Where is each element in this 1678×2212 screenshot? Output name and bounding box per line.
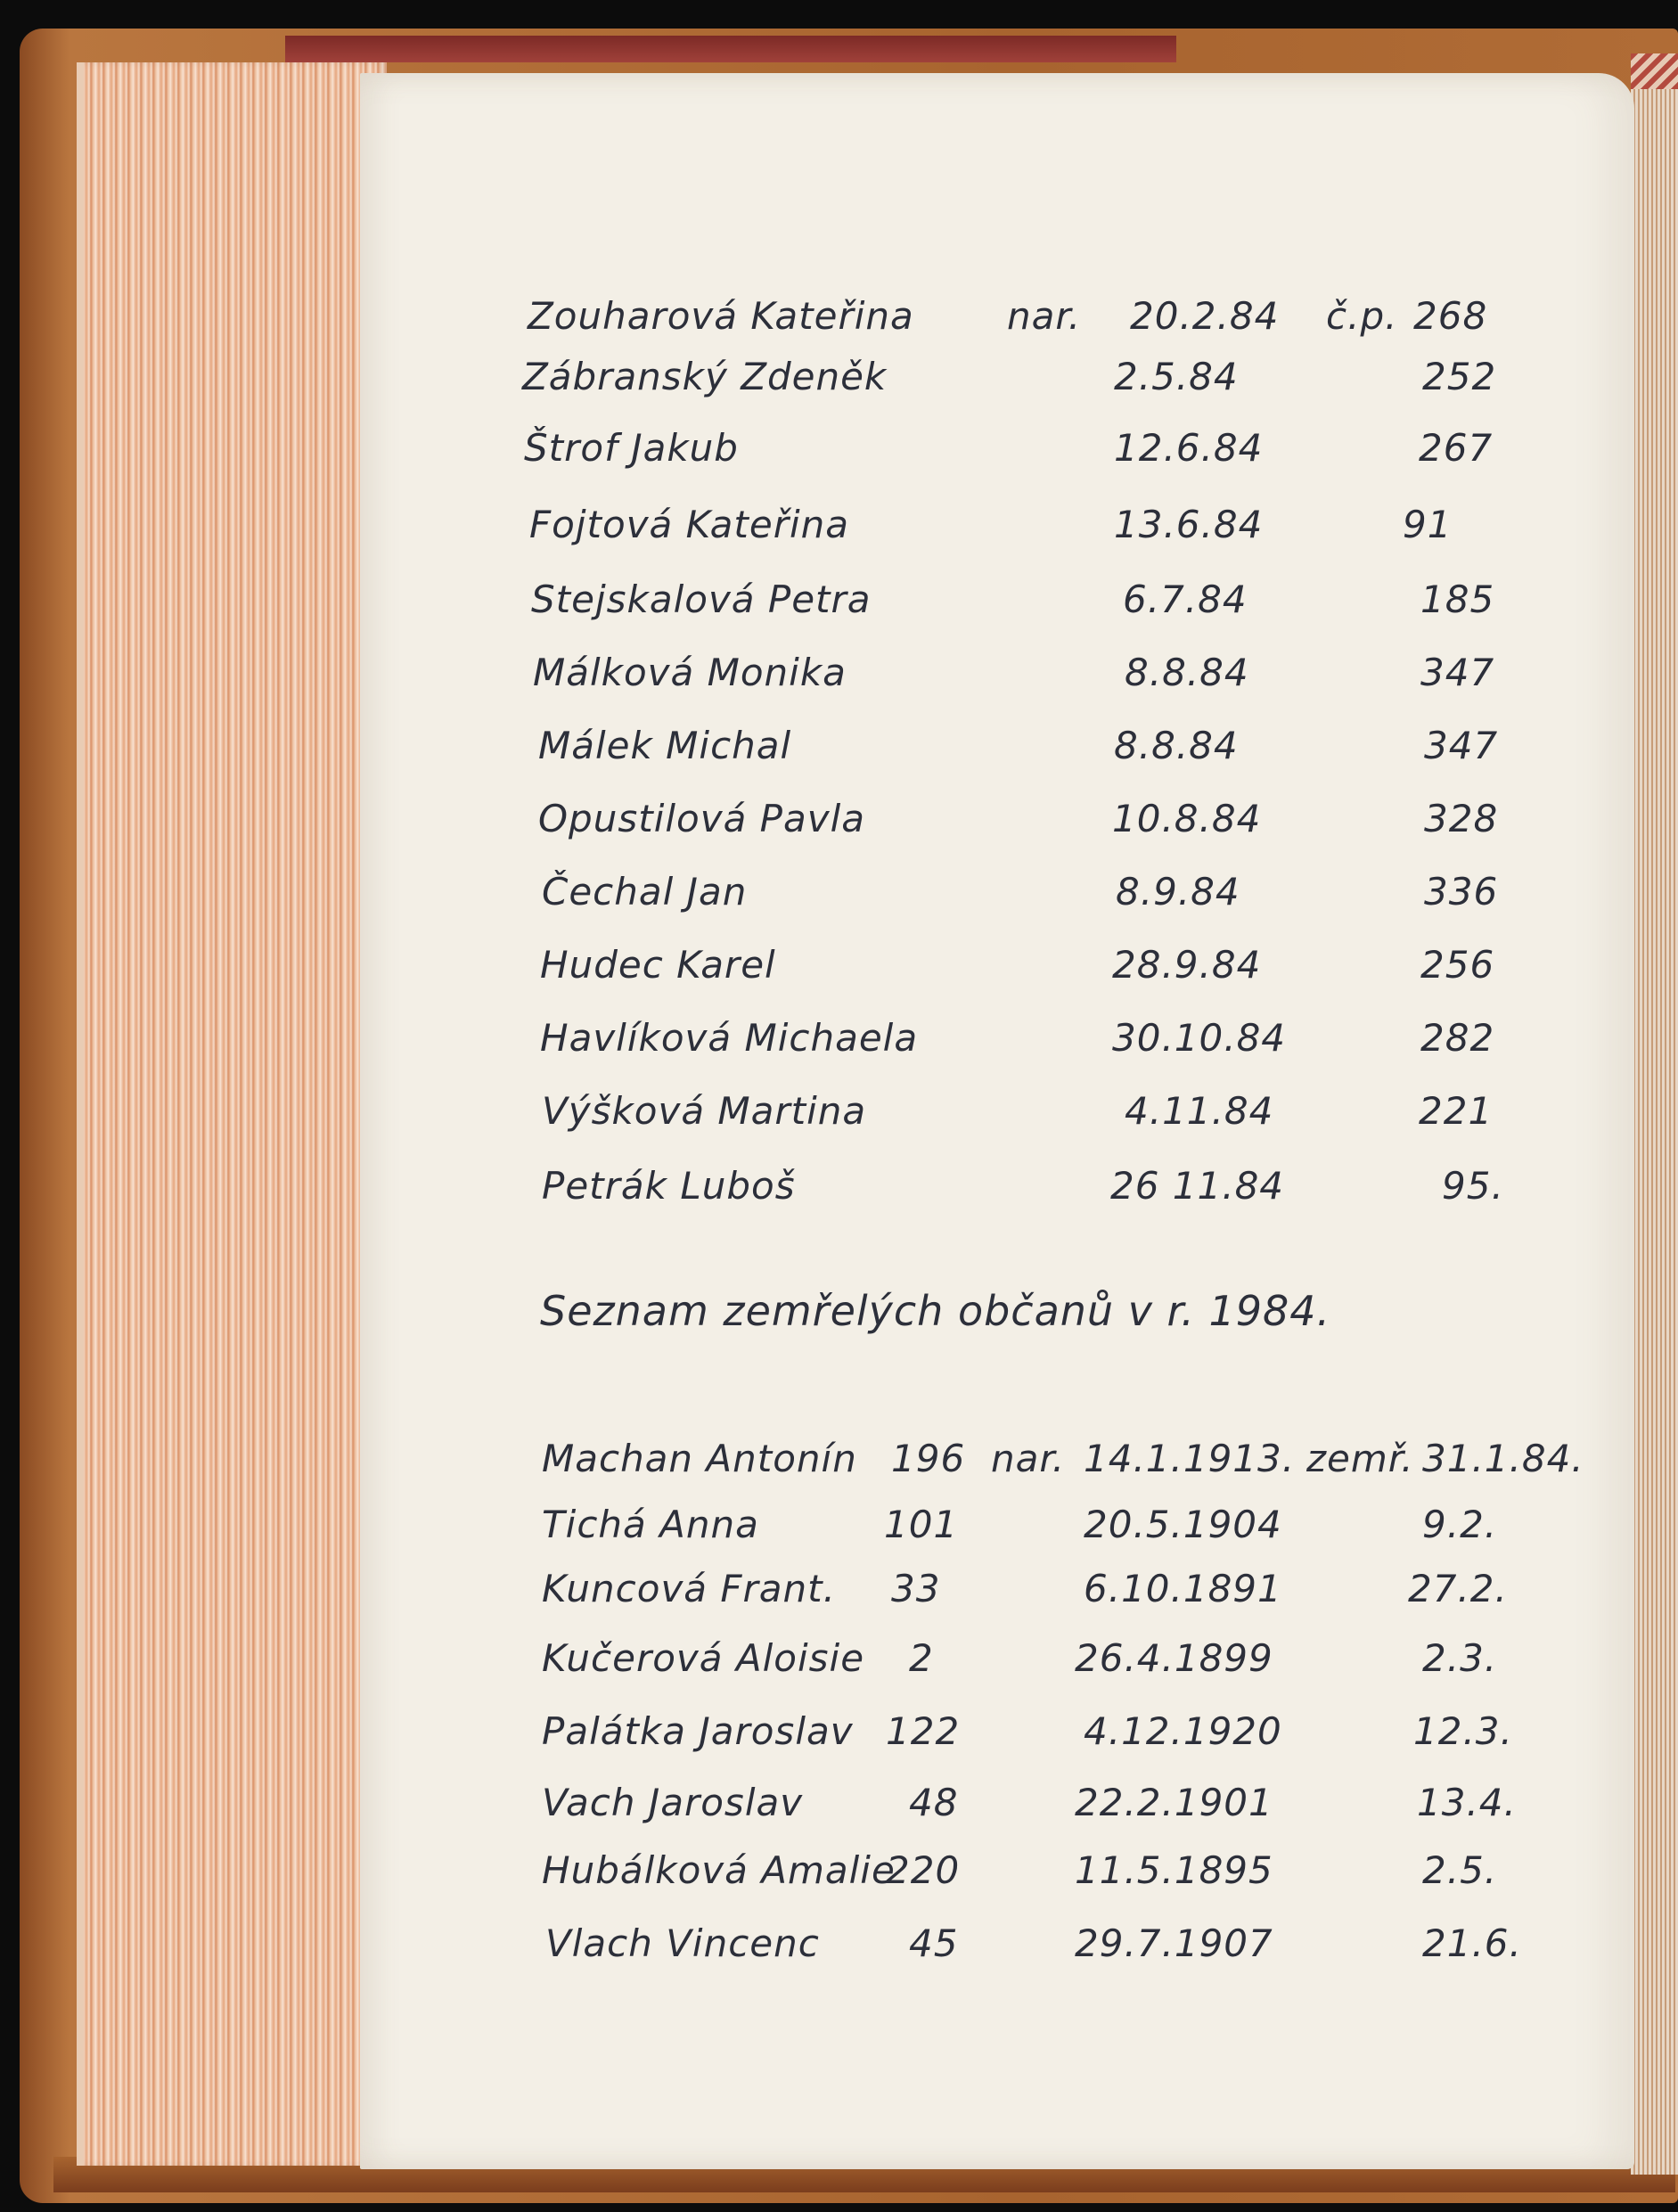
birth-house: 95. (1442, 1164, 1504, 1208)
death-house: 101 (884, 1503, 959, 1546)
death-died: 13.4. (1417, 1781, 1517, 1824)
death-house: 45 (909, 1921, 959, 1965)
death-died: 9.2. (1422, 1503, 1498, 1546)
birth-name: Petrák Luboš (542, 1164, 796, 1208)
facing-page-edge (1631, 62, 1678, 2175)
death-born: 26.4.1899 (1075, 1636, 1273, 1680)
birth-name: Hudec Karel (540, 943, 776, 987)
book-headband (285, 36, 1176, 62)
birth-cp-label: č.p. (1326, 294, 1398, 338)
birth-name: Málek Michal (538, 724, 792, 767)
death-house: 48 (909, 1781, 959, 1824)
death-died: 2.5. (1422, 1848, 1498, 1892)
death-died: 21.6. (1422, 1921, 1522, 1965)
birth-date: 8.9.84 (1116, 870, 1240, 913)
birth-house: 91 (1403, 503, 1453, 546)
death-died: 31.1.84. (1422, 1437, 1584, 1480)
birth-house: 282 (1420, 1016, 1495, 1060)
death-name: Kuncová Frant. (542, 1567, 836, 1610)
birth-date: 12.6.84 (1114, 426, 1264, 470)
birth-date: 10.8.84 (1112, 797, 1262, 840)
birth-name: Havlíková Michaela (540, 1016, 919, 1060)
death-born: 22.2.1901 (1075, 1781, 1273, 1824)
birth-house: 336 (1424, 870, 1499, 913)
death-born: 4.12.1920 (1084, 1709, 1282, 1753)
birth-date: 8.8.84 (1114, 724, 1239, 767)
death-name: Palátka Jaroslav (542, 1709, 854, 1753)
birth-name: Fojtová Kateřina (529, 503, 850, 546)
birth-name: Opustilová Pavla (538, 797, 865, 840)
birth-date: 26 11.84 (1110, 1164, 1285, 1208)
death-house: 2 (909, 1636, 934, 1680)
birth-house: 347 (1424, 724, 1499, 767)
birth-name: Čechal Jan (542, 870, 748, 913)
death-name: Vach Jaroslav (542, 1781, 804, 1824)
birth-date: 28.9.84 (1112, 943, 1262, 987)
birth-name: Stejskalová Petra (531, 578, 872, 621)
death-died: 2.3. (1422, 1636, 1498, 1680)
birth-date: 20.2.84 (1130, 294, 1280, 338)
death-name: Machan Antonín (542, 1437, 857, 1480)
death-died: 27.2. (1408, 1567, 1508, 1610)
death-name: Hubálková Amalie (542, 1848, 896, 1892)
death-born: 14.1.1913. (1084, 1437, 1296, 1480)
birth-date: 4.11.84 (1125, 1089, 1274, 1133)
birth-house: 256 (1420, 943, 1495, 987)
birth-date: 8.8.84 (1125, 651, 1249, 694)
birth-date: 13.6.84 (1114, 503, 1264, 546)
death-name: Kučerová Aloisie (542, 1636, 865, 1680)
death-died: 12.3. (1413, 1709, 1513, 1753)
birth-date: 2.5.84 (1114, 355, 1239, 398)
birth-prefix: nar. (1007, 294, 1082, 338)
birth-name: Výšková Martina (542, 1089, 867, 1133)
birth-date: 30.10.84 (1112, 1016, 1287, 1060)
death-born: 20.5.1904 (1084, 1503, 1282, 1546)
death-house: 196 (891, 1437, 966, 1480)
deaths-heading: Seznam zemřelých občanů v r. 1984. (540, 1287, 1331, 1335)
birth-name: Zábranský Zdeněk (522, 355, 888, 398)
birth-house: 185 (1420, 578, 1495, 621)
birth-name: Štrof Jakub (524, 426, 739, 470)
birth-house: 268 (1413, 294, 1488, 338)
death-house: 33 (891, 1567, 941, 1610)
death-house: 220 (886, 1848, 961, 1892)
death-name: Tichá Anna (542, 1503, 759, 1546)
birth-house: 328 (1424, 797, 1499, 840)
birth-house: 267 (1419, 426, 1494, 470)
death-born: 11.5.1895 (1075, 1848, 1273, 1892)
birth-name: Zouharová Kateřina (528, 294, 914, 338)
bookmark-ribbon (1631, 53, 1678, 89)
death-name: Vlach Vincenc (545, 1921, 820, 1965)
death-born: 29.7.1907 (1075, 1921, 1273, 1965)
death-born: 6.10.1891 (1084, 1567, 1282, 1610)
birth-house: 347 (1420, 651, 1495, 694)
birth-house: 221 (1419, 1089, 1494, 1133)
death-zem-label: zemř. (1306, 1437, 1414, 1480)
birth-date: 6.7.84 (1123, 578, 1248, 621)
page-block-edge (77, 62, 387, 2166)
death-house: 122 (886, 1709, 961, 1753)
birth-name: Málková Monika (533, 651, 847, 694)
birth-house: 252 (1422, 355, 1497, 398)
death-nar-label: nar. (991, 1437, 1066, 1480)
